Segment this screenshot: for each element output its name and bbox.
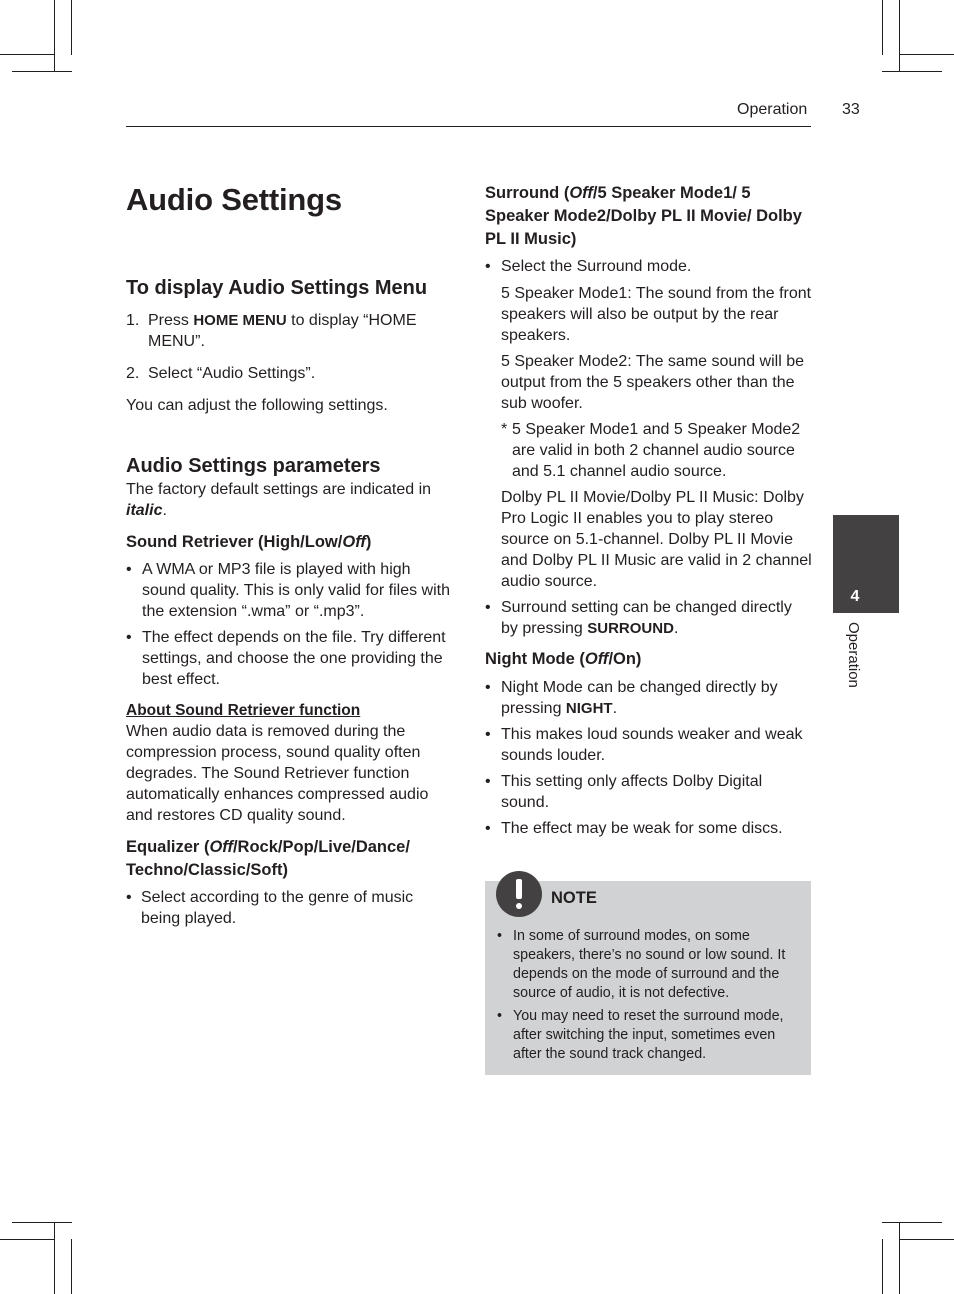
note-list bbox=[497, 927, 803, 1064]
bullet-icon: • bbox=[126, 889, 132, 906]
note-item: • In some of surround modes, on some speakers, there’s no sound or low sound. It depends on the mode of surround and the source of audio, it is not defective. bbox=[497, 928, 786, 1001]
dolby-text: Dolby PL II Movie/Dolby PL II Music: Dolby Pro Logic II enables you to play stereo source on 5.1-channel. Dolby PL II Movie and Dolby PL II Music are valid in 2 channel audio source. bbox=[501, 489, 812, 590]
asterisk-mark: * bbox=[501, 421, 508, 438]
key-surround: SURROUND bbox=[587, 620, 674, 637]
list-item: • Select according to the genre of music being played. bbox=[126, 889, 414, 927]
about-heading: About Sound Retriever function bbox=[126, 702, 361, 719]
step-1 bbox=[126, 310, 454, 352]
list-item: • The effect depends on the file. Try different settings, and choose the one providing the best effect. bbox=[126, 629, 446, 688]
bullet-icon: • bbox=[497, 1008, 503, 1024]
list-item: • The effect may be weak for some discs. bbox=[485, 820, 783, 837]
bullet-icon: • bbox=[485, 258, 491, 275]
header-rule bbox=[126, 126, 811, 127]
step-text: Press HOME MENU to display “HOME MENU”. bbox=[148, 312, 417, 350]
night-mode-heading: Night Mode (Off/On) bbox=[485, 650, 642, 668]
page-number: 33 bbox=[842, 101, 860, 118]
step-text: Select “Audio Settings”. bbox=[148, 365, 316, 382]
chapter-tab bbox=[833, 515, 899, 613]
surround-heading: Surround (Off/5 Speaker Mode1/ 5 Speaker Mode2/Dolby PL II Movie/ Dolby PL II Music) bbox=[485, 184, 802, 248]
list-item: • Night Mode can be changed directly by pressing NIGHT. bbox=[485, 679, 778, 717]
display-menu-heading: To display Audio Settings Menu bbox=[126, 277, 428, 299]
list-item: • This makes loud sounds weaker and weak sounds louder. bbox=[485, 726, 803, 764]
bullet-icon: • bbox=[497, 928, 503, 944]
step-number: 2. bbox=[126, 365, 140, 382]
step-number: 1. bbox=[126, 312, 140, 329]
chapter-number: 4 bbox=[850, 588, 860, 605]
bullet-icon: • bbox=[485, 820, 491, 837]
mode1-text: 5 Speaker Mode1: The sound from the front speakers will also be output by the rear speakers. bbox=[501, 285, 812, 344]
about-text: When audio data is removed during the compression process, sound quality often degrades. The Sound Retriever function automatically enhances compressed audio and restores CD quality sound. bbox=[126, 723, 429, 824]
list-item: • Select the Surround mode. bbox=[485, 258, 692, 275]
equalizer-heading: Equalizer (Off/Rock/Pop/Live/Dance/ Techno/Classic/Soft) bbox=[126, 838, 410, 879]
asterisk-note: * 5 Speaker Mode1 and 5 Speaker Mode2 are valid in both 2 channel audio source and 5.1 channel audio source. bbox=[501, 421, 801, 480]
list-item: • This setting only affects Dolby Digital sound. bbox=[485, 773, 763, 811]
bullet-icon: • bbox=[485, 726, 491, 743]
bullet-icon: • bbox=[126, 561, 132, 578]
left-column bbox=[126, 180, 454, 929]
bullet-icon: • bbox=[485, 599, 491, 616]
step-2 bbox=[126, 363, 454, 384]
bullet-icon: • bbox=[126, 629, 132, 646]
list-item: • A WMA or MP3 file is played with high sound quality. This is only valid for files with the extension “.wma” or “.mp3”. bbox=[126, 561, 450, 620]
header-section: Operation bbox=[737, 101, 808, 118]
adjust-text: You can adjust the following settings. bbox=[126, 397, 388, 414]
list-item: • Surround setting can be changed directly by pressing SURROUND. bbox=[485, 599, 792, 637]
key-home-menu: HOME MENU bbox=[193, 312, 287, 329]
page-title: Audio Settings bbox=[126, 182, 342, 217]
chapter-label: Operation bbox=[845, 622, 862, 688]
bullet-icon: • bbox=[485, 773, 491, 790]
params-heading: Audio Settings parameters bbox=[126, 455, 381, 477]
note-title: NOTE bbox=[551, 889, 597, 907]
exclamation-icon bbox=[496, 871, 542, 917]
sound-retriever-heading: Sound Retriever (High/Low/Off) bbox=[126, 533, 372, 551]
default-note: The factory default settings are indicated in italic. bbox=[126, 481, 432, 519]
key-night: NIGHT bbox=[565, 700, 613, 717]
note-item: • You may need to reset the surround mode, after switching the input, sometimes even after the sound track changed. bbox=[497, 1008, 784, 1062]
mode2-text: 5 Speaker Mode2: The same sound will be output from the 5 speakers other than the sub woofer. bbox=[501, 353, 804, 412]
bullet-icon: • bbox=[485, 679, 491, 696]
right-column bbox=[485, 182, 813, 839]
